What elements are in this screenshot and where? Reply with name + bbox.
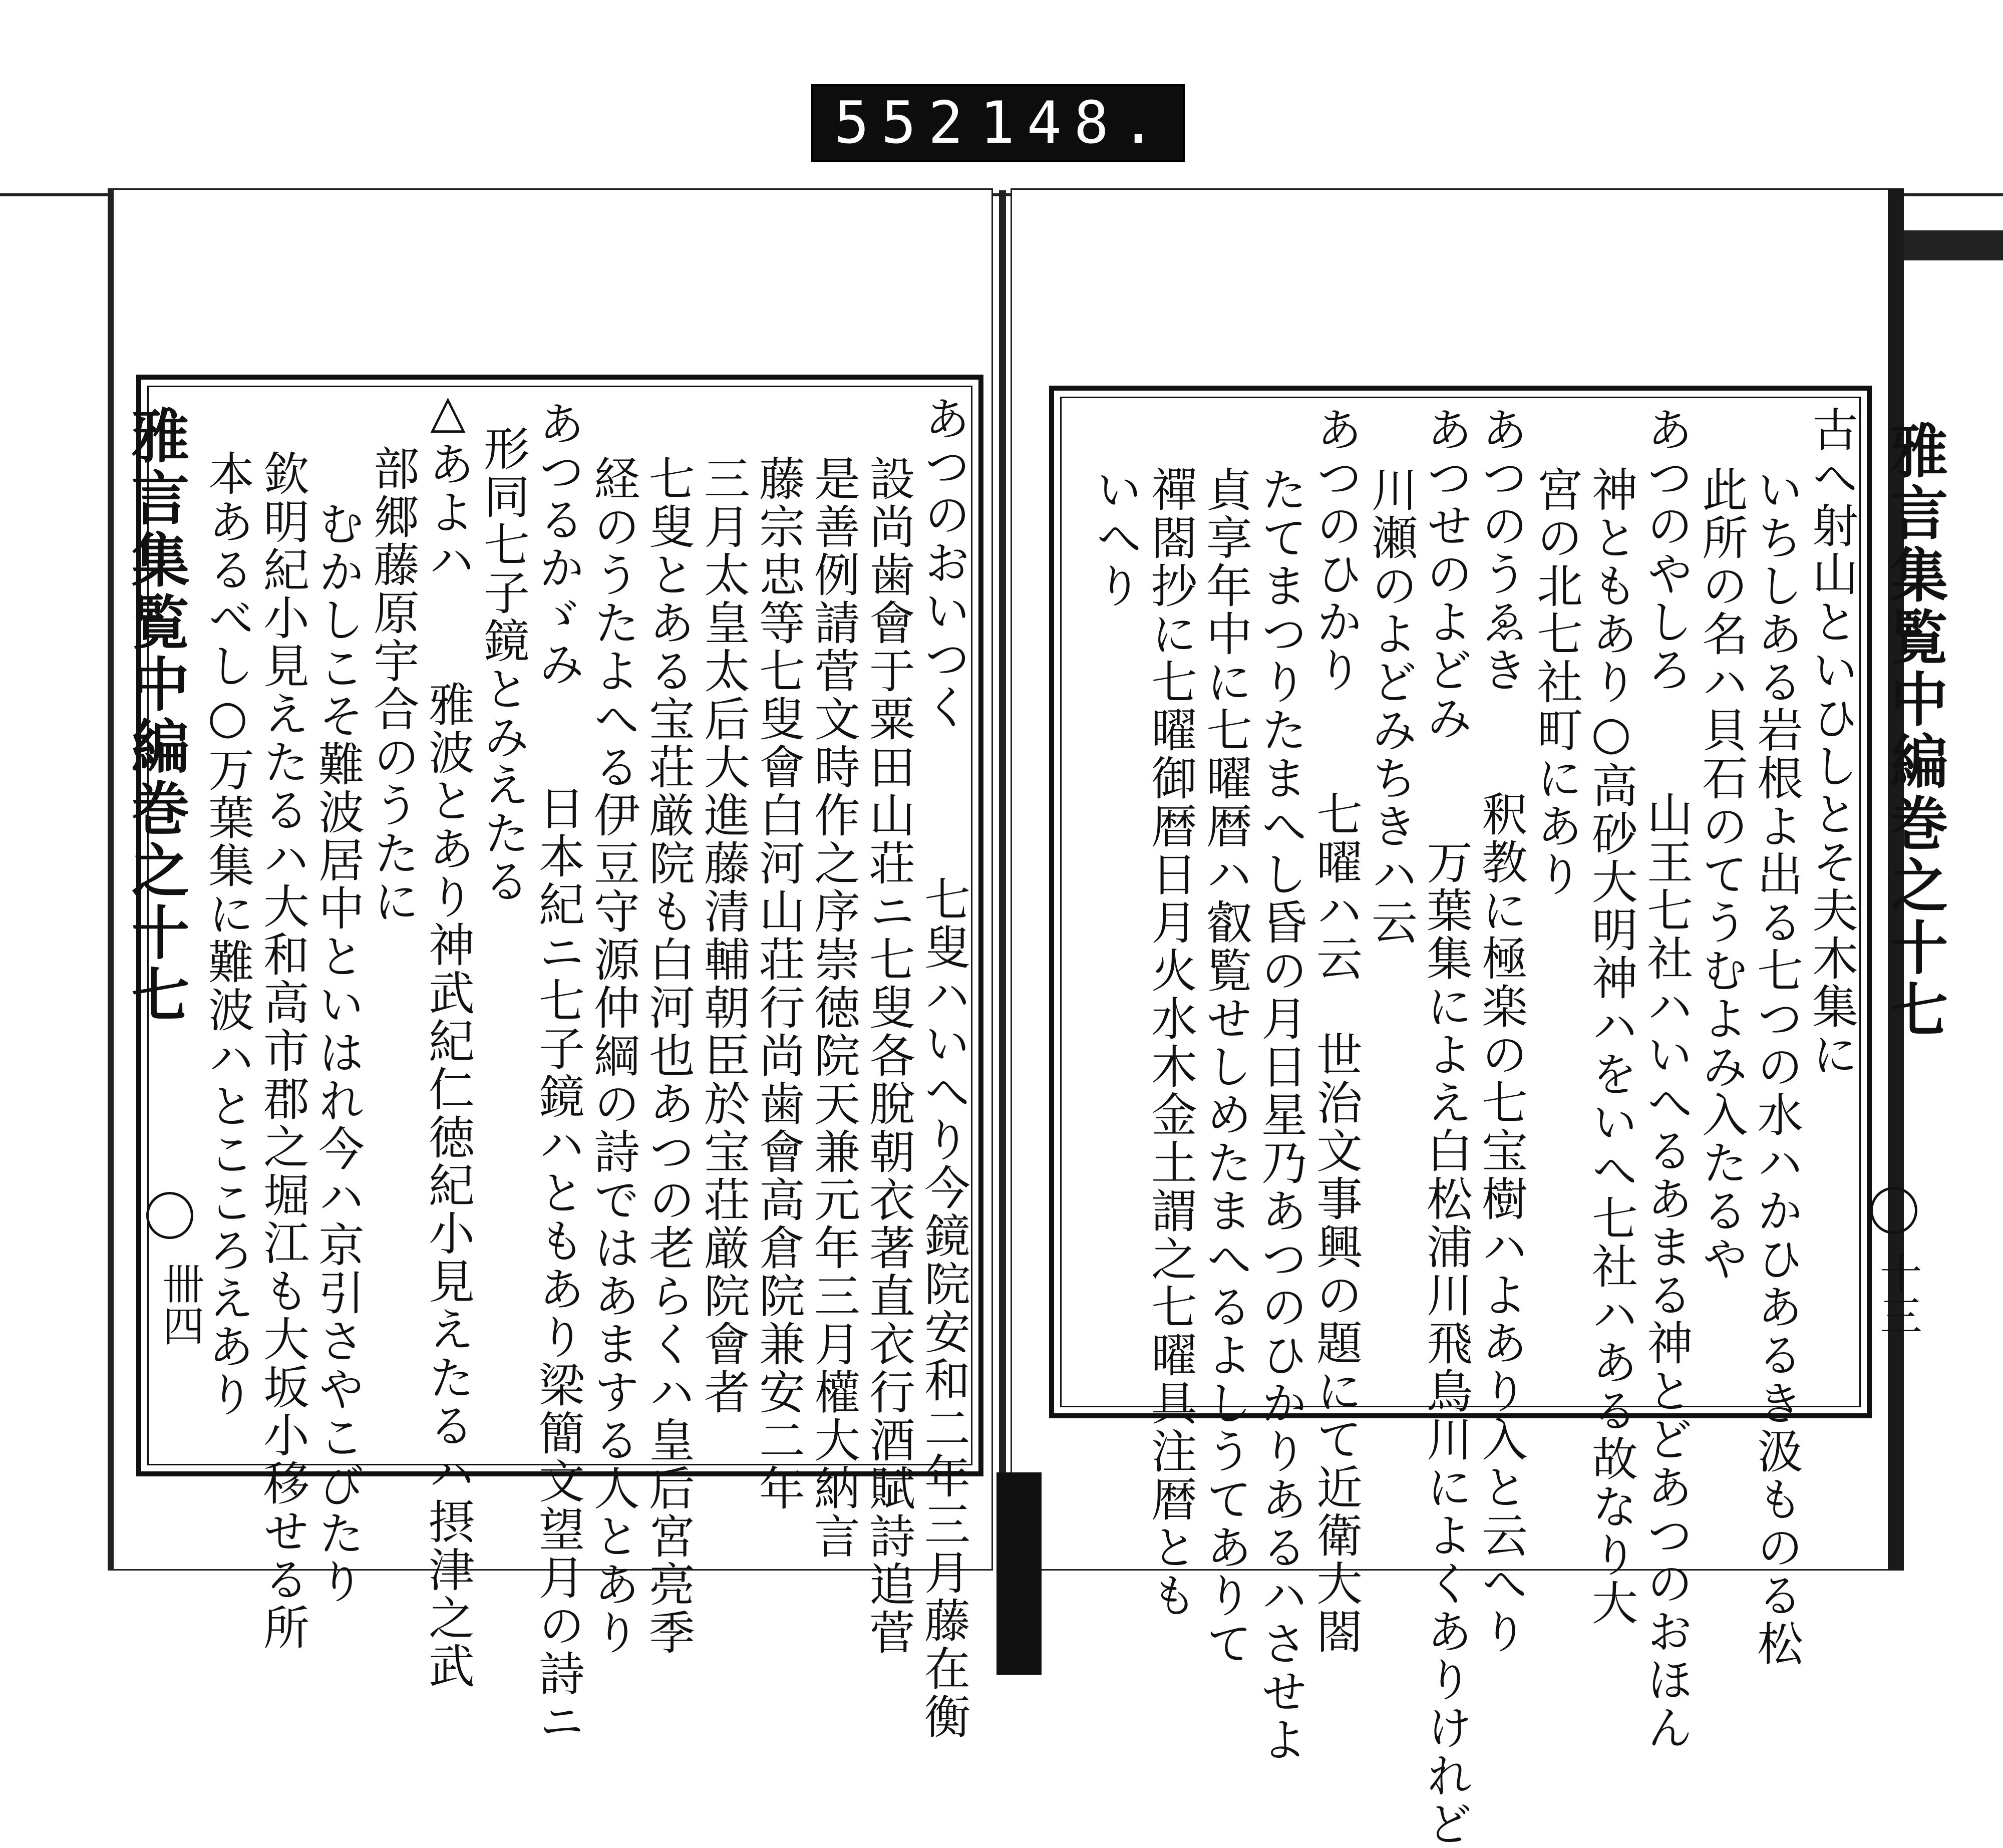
catalog-number-right: 148. <box>979 89 1168 157</box>
text-column: 設尚歯會于粟田山荘ニ七叟各脫朝衣著直衣行酒賦詩追菅 <box>862 455 915 1657</box>
catalog-number-left: 552 <box>834 89 975 157</box>
text-column: 藤宗忠等七叟會白河山荘行尚歯會高倉院兼安二年 <box>752 455 805 1512</box>
text-column: 部郷藤原宇合のうたに <box>366 445 420 926</box>
text-column: 宮の北七社町にあり <box>1529 466 1583 898</box>
left-text-frame <box>136 375 983 1746</box>
text-column: 欽明紀小見えたるハ大和高市郡之堀江も大坂小移せる所 <box>256 450 309 1652</box>
left-margin-title: 雅言集覧中編巻之十七 <box>122 406 190 1027</box>
right-text-frame <box>1049 386 1872 1848</box>
text-column: 是善例請菅文時作之序崇徳院天兼元年三月權大納言 <box>807 455 860 1561</box>
text-column: いへり <box>1089 466 1142 610</box>
text-column: 川瀬のよどみちきハ云 <box>1364 466 1418 947</box>
text-column: 古へ射山といひしとそ夫木集に <box>1805 406 1858 1079</box>
text-column: あつるかゞみ 日本紀ニ七子鏡ハともあり梁簡文望月の詩ニ <box>531 400 585 1746</box>
text-column: いちしある岩根よ出る七つの水ハかひあるき汲ものる松 <box>1750 466 1803 1668</box>
left-folio-number: 卌四 <box>156 1262 205 1346</box>
text-column: 貞享年中に七曜暦ハ叡覧せしめたまへるよしうてありて <box>1199 466 1252 1668</box>
text-column: むかしこそ難波居中といはれ今ハ京引さやこびたり <box>311 500 365 1606</box>
text-column: 此所の名ハ貝石のてうむよみ入たるや <box>1695 466 1748 1283</box>
text-column: あつせのよどみ 万葉集によえ白松浦川飛鳥川によくありけれど <box>1419 406 1473 1848</box>
catalog-number-label <box>811 84 1185 162</box>
right-folio-circle <box>1870 1187 1917 1234</box>
text-column: 神ともあり○高砂大明神ハをいへ七社ハある故なり大 <box>1584 466 1638 1627</box>
text-column: 三月太皇太后大進藤清輔朝臣於宝荘厳院會者 <box>697 455 750 1416</box>
text-column: △あよハ 雅波とあり神武紀仁徳紀小見えたるハ摂津之武 <box>421 385 475 1690</box>
text-column: 七叟とある宝荘厳院も白河也あつの老らくハ皇后宮亮季 <box>641 455 695 1657</box>
text-column: あつのうゑき 釈教に極楽の七宝樹ハよあり入と云へり <box>1474 406 1528 1656</box>
text-column: たてまつりたまへし昏の月日星乃あつのひかりあるハさせよ <box>1254 466 1307 1764</box>
text-column: あつのやしろ 山王七社ハいへるあまる神とどあつのおほん <box>1639 406 1693 1752</box>
book-gutter <box>999 190 1006 1482</box>
text-column: 禪閤抄に七曜御暦日月火水木金土謂之七曜具注暦とも <box>1144 466 1197 1620</box>
text-column: 形同七子鏡とみえたる <box>476 425 530 905</box>
text-column: 経のうたよへる伊豆守源仲綱の詩ではあまする人とあり <box>586 455 640 1657</box>
page-edge-shadow <box>1904 230 2003 260</box>
text-column: あつのおいつく 七叟ハいへり今鏡院安和二年三月藤在衡 <box>917 395 970 1741</box>
text-column: 本あるべし○万葉集に難波ハとこころえあり <box>201 450 254 1419</box>
text-column: あつのひかり 七曜ハ云 世治文事興の題にて近衛大閤 <box>1309 406 1363 1656</box>
right-folio-number: 十三 <box>1873 1252 1922 1336</box>
right-margin-title: 雅言集覧中編巻之十七 <box>1880 421 1948 1042</box>
book-spine <box>996 1472 1042 1675</box>
